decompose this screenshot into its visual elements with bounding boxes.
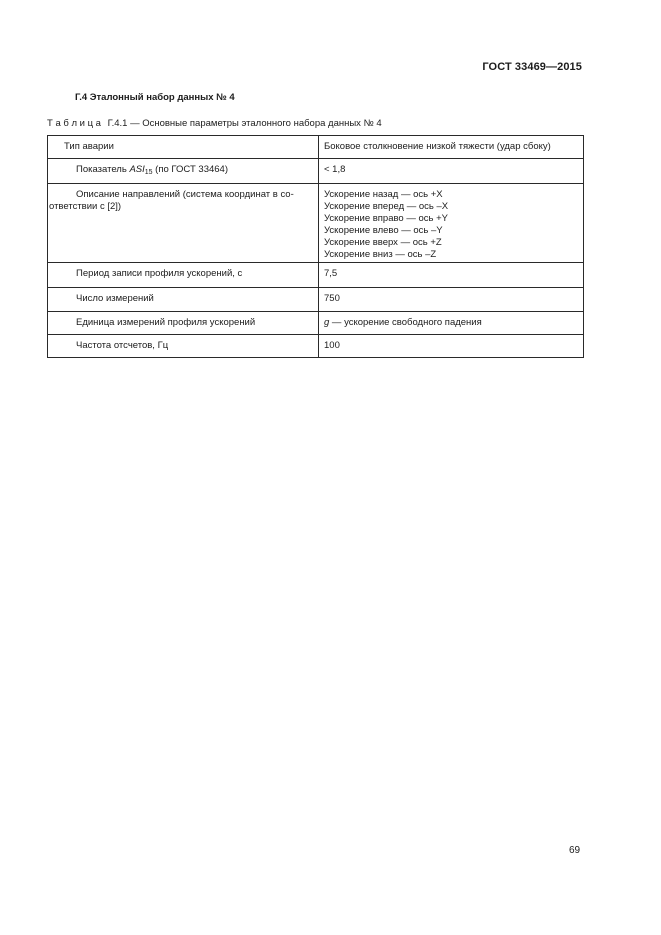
direction-line: Ускорение вверх — ось +Z	[324, 237, 442, 248]
value-measurement-count: 750	[324, 293, 340, 304]
direction-line: Ускорение назад — ось +X	[324, 189, 443, 200]
table-caption-label: Т а б л и ц а	[47, 118, 101, 129]
value-cell	[319, 184, 584, 263]
direction-line: Ускорение вправо — ось +Y	[324, 213, 449, 224]
value-cell	[319, 159, 584, 184]
value-recording-period: 7,5	[324, 268, 338, 279]
param-asi	[49, 164, 314, 176]
table-row	[48, 312, 584, 335]
value-cell	[319, 335, 584, 358]
value-cell	[319, 263, 584, 288]
value-sample-rate: 100	[324, 340, 340, 351]
table-header-param: Тип аварии	[64, 141, 114, 152]
document-number: ГОСТ 33469—2015	[482, 61, 582, 73]
param-cell	[48, 288, 319, 312]
table-row	[48, 288, 584, 312]
param-unit: Единица измерений профиля ускорений	[76, 317, 256, 328]
param-asi-italic: ASI	[129, 164, 145, 175]
section-heading: Г.4 Эталонный набор данных № 4	[75, 92, 235, 103]
table-row	[48, 136, 584, 159]
value-cell	[319, 288, 584, 312]
table-caption	[47, 118, 382, 129]
param-cell	[48, 184, 319, 263]
table-row	[48, 263, 584, 288]
direction-line: Ускорение влево — ось –Y	[324, 225, 443, 236]
page-number: 69	[569, 845, 581, 856]
value-unit-text: — ускорение свободного падения	[329, 317, 482, 328]
table-caption-text: Г.4.1 — Основные параметры эталонного набора данных № 4	[107, 118, 382, 129]
param-recording-period: Период записи профиля ускорений, с	[76, 268, 243, 279]
table-row	[48, 184, 584, 263]
table-header-param-cell	[48, 136, 319, 159]
param-sample-rate: Частота отсчетов, Гц	[76, 340, 169, 351]
value-unit	[324, 317, 579, 329]
table-header-value: Боковое столкновение низкой тяжести (удар сбоку)	[324, 141, 551, 152]
value-cell	[319, 312, 584, 335]
direction-line: Ускорение вниз — ось –Z	[324, 249, 437, 260]
value-unit-symbol: g	[324, 317, 330, 328]
param-asi-prefix: Показатель	[76, 164, 130, 175]
param-cell	[48, 312, 319, 335]
param-directions-line-1: Описание направлений (система координат в со-	[76, 189, 294, 200]
direction-line: Ускорение вперед — ось –X	[324, 201, 449, 212]
value-asi: < 1,8	[324, 164, 346, 175]
table-header-value-cell	[319, 136, 584, 159]
param-cell	[48, 335, 319, 358]
param-directions-line-2: ответствии с [2])	[49, 201, 122, 212]
param-asi-suffix: (по ГОСТ 33464)	[152, 164, 228, 175]
param-cell	[48, 263, 319, 288]
param-cell	[48, 159, 319, 184]
param-asi-subscript: 15	[144, 169, 153, 176]
table-row	[48, 335, 584, 358]
parameters-table	[47, 135, 584, 358]
table-row	[48, 159, 584, 184]
param-measurement-count: Число измерений	[76, 293, 154, 304]
